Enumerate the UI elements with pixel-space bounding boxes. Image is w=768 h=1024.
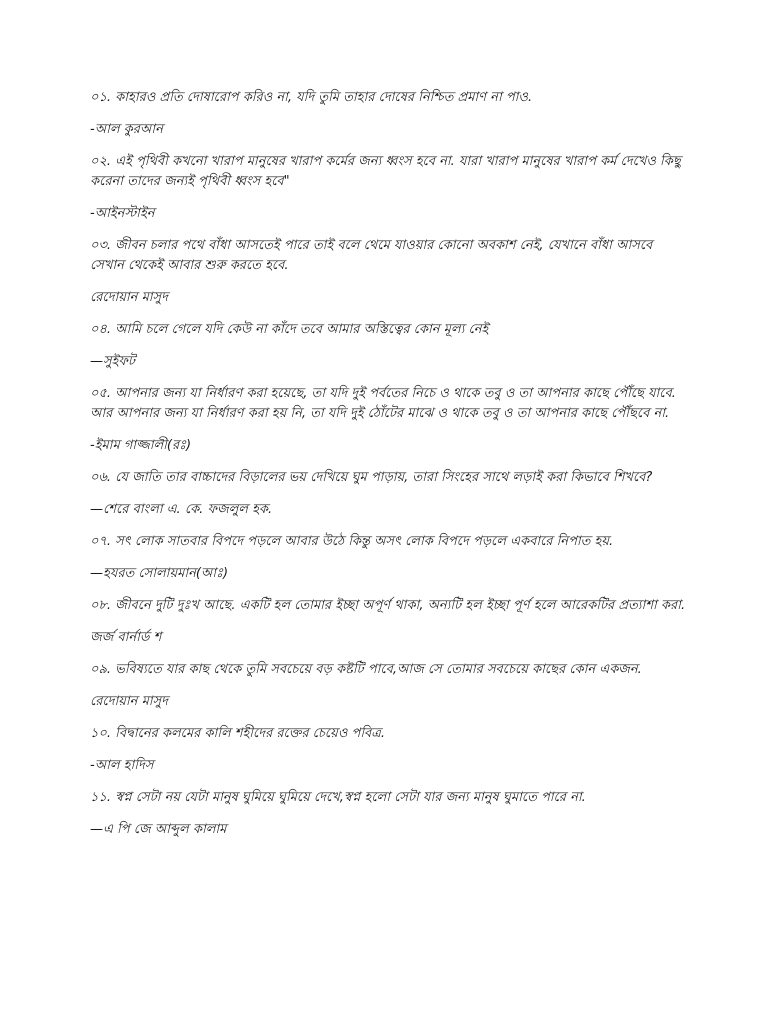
quote-text: ০৭. সৎ লোক সাতবার বিপদে পড়লে আবার উঠে কিন্তু অসৎ লোক বিপদে পড়লে একবারে নিপাত হয়. [90,534,614,549]
quote-text: ০৫. আপনার জন্য যা নির্ধারণ করা হয়েছে, তা যদি দুই পর্বতের নিচে ও থাকে তবু ও তা আপনার কাছে পৌঁছে যাবে. আর আপনার জন্য যা নির্ধারণ করা হয় নি, তা যদি দুই ঠোঁটের মাঝে ও থাকে তবু ও তা আপনার কাছে পৌঁছবে না. [90,386,676,421]
quote-author: —শেরে বাংলা এ. কে. ফজলুল হক. [90,502,273,517]
quote-author: —সুইফট [90,354,135,369]
quote-author: -আল কুরআন [90,122,163,137]
quote-text: ০১. কাহারও প্রতি দোষারোপ করিও না, যদি তুমি তাহার দোষের নিশ্চিত প্রমাণ না পাও. [90,90,533,105]
quote-author: —হযরত সোলায়মান(আঃ) [90,566,229,581]
quote-author: -আল হাদিস [90,758,154,773]
quote-text: ০৬. যে জাতি তার বাচ্চাদের বিড়ালের ভয় দেখিয়ে ঘুম পাড়ায়, তারা সিংহের সাথে লড়াই করা কিভাবে শিখবে? [90,470,653,485]
document-page [90,88,690,852]
quote-author: জর্জ বার্নার্ড শ [90,630,162,645]
quote-text: ১০. বিদ্বানের কলমের কালি শহীদের রক্তের চেয়েও পবিত্র. [90,726,385,741]
quote-text: ০৩. জীবন চলার পথে বাঁধা আসতেই পারে তাই বলে থেমে যাওয়ার কোনো অবকাশ নেই, যেখানে বাঁধা আসবে সেখান থেকেই আবার শুরু করতে হবে. [90,238,653,273]
quote-author: —এ পি জে আব্দুল কালাম [90,822,227,837]
quote-author: -আইনস্টাইন [90,206,155,221]
quote-author: রেদোয়ান মাসুদ [90,694,168,709]
quote-text: ০৪. আমি চলে গেলে যদি কেউ না কাঁদে তবে আমার অস্তিত্বের কোন মূল্য নেই [90,322,489,337]
quote-text: ০৯. ভবিষ্যতে যার কাছ থেকে তুমি সবচেয়ে বড় কষ্টটি পাবে,আজ সে তোমার সবচেয়ে কাছের কোন একজন. [90,662,642,677]
quote-author: -ইমাম গাজ্জালী(রঃ) [90,438,192,453]
quote-text: ১১. স্বপ্ন সেটা নয় যেটা মানুষ ঘুমিয়ে ঘুমিয়ে দেখে,স্বপ্ন হলো সেটা যার জন্য মানুষ ঘুমাতে পারে না. [90,790,586,805]
quote-text: ০২. এই পৃথিবী কখনো খারাপ মানুষের খারাপ কর্মের জন্য ধ্বংস হবে না. যারা খারাপ মানুষের খারাপ কর্ম দেখেও কিছু করেনা তাদের জন্যই পৃথিবী ধ্বংস হবে" [90,154,681,189]
quote-text: ০৮. জীবনে দুটি দুঃখ আছে. একটি হল তোমার ইচ্ছা অপূর্ণ থাকা, অন্যটি হল ইচ্ছা পূর্ণ হলে আরেকটির প্রত্যাশা করা. [90,598,686,613]
quote-author: রেদোয়ান মাসুদ [90,290,168,305]
